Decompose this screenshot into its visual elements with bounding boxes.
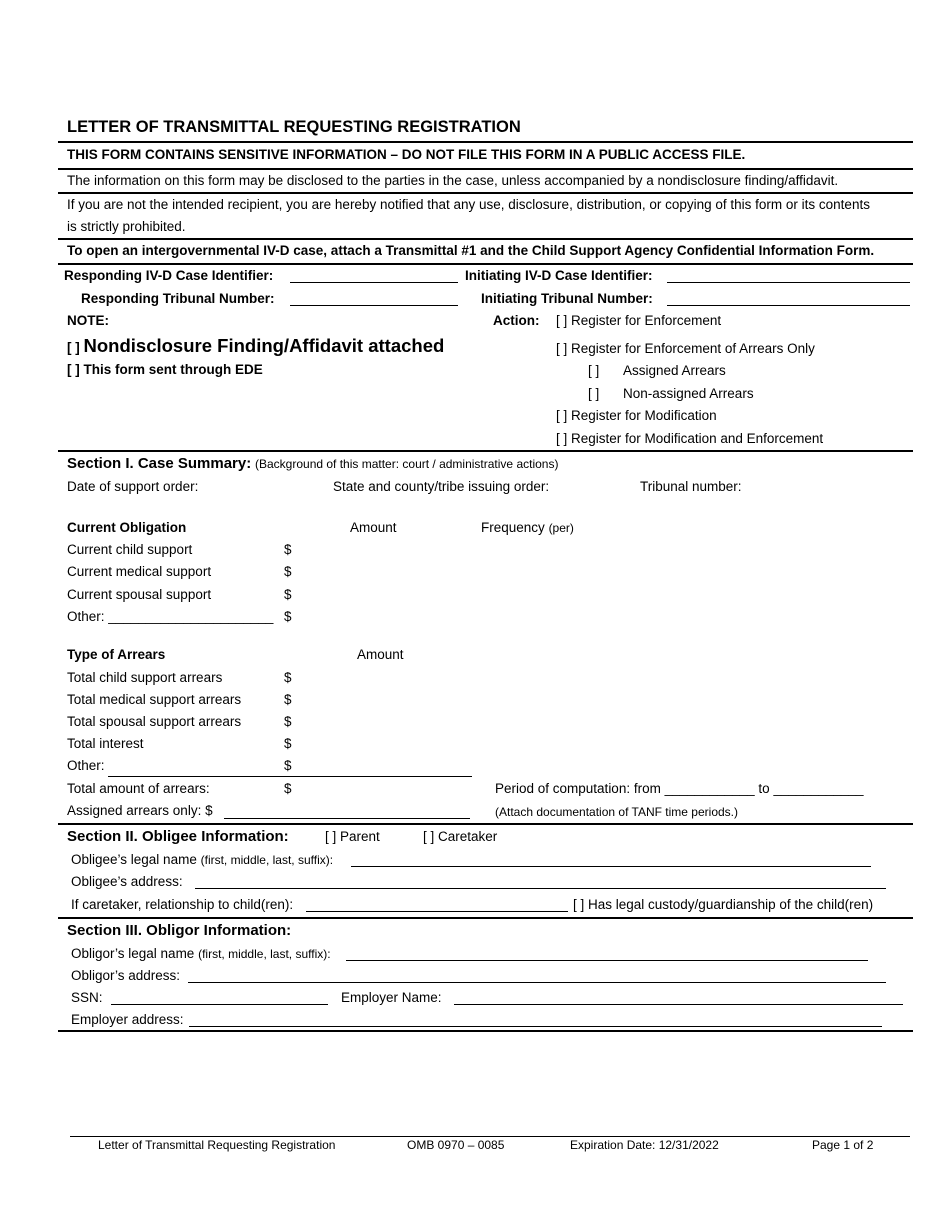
obligation-row-label: Current medical support (67, 564, 212, 579)
currency-symbol: $ (284, 736, 292, 751)
action-non-assigned-checkbox[interactable]: [ ] (588, 386, 600, 401)
currency-symbol: $ (284, 587, 292, 602)
employer-name-label: Employer Name: (341, 990, 442, 1005)
checkbox[interactable]: [ ] (67, 340, 80, 355)
action-assigned-label: Assigned Arrears (623, 363, 726, 378)
arrears-amount-header: Amount (357, 647, 404, 662)
obligor-name-label (71, 946, 331, 961)
obligee-name-hint: (first, middle, last, suffix): (200, 853, 334, 867)
disclosure-notice: The information on this form may be disclosed to the parties in the case, unless accompanied by a nondisclosure finding/affidavit. (67, 173, 839, 188)
obligation-row-label: Other: ______________________ (67, 609, 274, 624)
tanf-note: (Attach documentation of TANF time periods.) (495, 805, 738, 819)
ssn-label: SSN: (71, 990, 103, 1005)
currency-symbol: $ (284, 758, 292, 773)
footer-expiration: Expiration Date: 12/31/2022 (570, 1138, 719, 1152)
caretaker-relationship-field[interactable] (306, 911, 568, 912)
arrears-row-label: Total spousal support arrears (67, 714, 242, 729)
currency-symbol: $ (284, 564, 292, 579)
ssn-field[interactable] (111, 1004, 328, 1005)
frequency-label: Frequency (481, 520, 545, 535)
action-label: Action: (493, 313, 540, 328)
obligor-address-field[interactable] (188, 982, 886, 983)
sensitive-notice: THIS FORM CONTAINS SENSITIVE INFORMATION – DO NOT FILE THIS FORM IN A PUBLIC ACCESS FILE. (67, 147, 746, 162)
divider (58, 917, 913, 919)
checkbox[interactable]: [ ] (556, 431, 568, 446)
obligee-name-label (71, 852, 333, 867)
arrears-row-label: Total interest (67, 736, 144, 751)
arrears-header: Type of Arrears (67, 647, 166, 662)
obligee-address-field[interactable] (195, 888, 886, 889)
currency-symbol: $ (284, 609, 292, 624)
form-title: LETTER OF TRANSMITTAL REQUESTING REGISTRATION (67, 118, 521, 136)
responding-case-label: Responding IV-D Case Identifier: (64, 268, 274, 283)
note-label: NOTE: (67, 313, 109, 328)
caretaker-relationship-label: If caretaker, relationship to child(ren): (71, 897, 294, 912)
initiating-case-field[interactable] (667, 282, 910, 283)
checkbox[interactable]: [ ] (556, 408, 568, 423)
initiating-case-label: Initiating IV-D Case Identifier: (465, 268, 653, 283)
currency-symbol: $ (284, 692, 292, 707)
section3-title: Section III. Obligor Information: (67, 922, 292, 939)
obligation-header: Current Obligation (67, 520, 187, 535)
obligor-name-text: Obligor’s legal name (71, 946, 195, 961)
action-assigned-checkbox[interactable]: [ ] (588, 363, 600, 378)
section1-subtitle: (Background of this matter: court / administrative actions) (255, 457, 559, 471)
obligor-name-hint: (first, middle, last, suffix): (198, 947, 331, 961)
recipient-notice-line1: If you are not the intended recipient, you are hereby notified that any use, disclosure, distribution, or copying of this form or its contents (67, 197, 870, 212)
arrears-row-label: Total medical support arrears (67, 692, 242, 707)
action-modification[interactable] (556, 408, 717, 423)
currency-symbol: $ (284, 670, 292, 685)
divider (58, 450, 913, 452)
responding-case-field[interactable] (290, 282, 458, 283)
employer-name-field[interactable] (454, 1004, 903, 1005)
responding-tribunal-label: Responding Tribunal Number: (81, 291, 275, 306)
footer-omb: OMB 0970 – 0085 (407, 1138, 505, 1152)
checkbox[interactable]: [ ] (556, 341, 568, 356)
action-arrears-only-label: Register for Enforcement of Arrears Only (571, 341, 815, 356)
initiating-tribunal-label: Initiating Tribunal Number: (481, 291, 653, 306)
action-enforcement[interactable] (556, 313, 721, 328)
arrears-sum-line (108, 776, 472, 777)
divider (58, 823, 913, 825)
nondisclosure-option[interactable] (67, 335, 444, 357)
ede-label: This form sent through EDE (83, 362, 263, 377)
initiating-tribunal-field[interactable] (667, 305, 910, 306)
responding-tribunal-field[interactable] (290, 305, 458, 306)
currency-symbol: $ (284, 542, 292, 557)
action-modification-label: Register for Modification (571, 408, 717, 423)
section2-title: Section II. Obligee Information: (67, 828, 289, 845)
nondisclosure-label: Nondisclosure Finding/Affidavit attached (83, 335, 445, 356)
checkbox[interactable]: [ ] (556, 313, 568, 328)
divider (58, 192, 913, 194)
caretaker-checkbox[interactable]: [ ] Caretaker (423, 829, 498, 844)
currency-symbol: $ (284, 781, 292, 796)
assigned-arrears-field[interactable] (224, 818, 470, 819)
parent-checkbox[interactable]: [ ] Parent (325, 829, 380, 844)
arrears-row-label: Other: (67, 758, 105, 773)
action-mod-enforcement-label: Register for Modification and Enforcement (571, 431, 824, 446)
total-arrears-label: Total amount of arrears: (67, 781, 210, 796)
section1-title: Section I. Case Summary: (67, 455, 252, 472)
date-of-order-label: Date of support order: (67, 479, 199, 494)
divider (58, 263, 913, 265)
obligor-name-field[interactable] (346, 960, 868, 961)
obligor-address-label: Obligor’s address: (71, 968, 181, 983)
frequency-header (481, 520, 574, 535)
period-of-computation[interactable]: Period of computation: from ____________ to ____________ (495, 781, 864, 796)
footer-rule (70, 1136, 910, 1137)
employer-address-field[interactable] (189, 1026, 882, 1027)
obligation-amount-header: Amount (350, 520, 397, 535)
obligee-name-text: Obligee’s legal name (71, 852, 197, 867)
assigned-arrears-label: Assigned arrears only: $ (67, 803, 213, 818)
action-arrears-only[interactable] (556, 341, 815, 356)
section1-heading (67, 455, 558, 472)
arrears-row-label: Total child support arrears (67, 670, 223, 685)
obligation-row-label: Current child support (67, 542, 193, 557)
open-case-notice: To open an intergovernmental IV-D case, attach a Transmittal #1 and the Child Support Agency Confidential Information Form. (67, 243, 875, 258)
frequency-per: (per) (548, 521, 574, 535)
checkbox[interactable]: [ ] (67, 362, 80, 377)
obligee-address-label: Obligee’s address: (71, 874, 183, 889)
employer-address-label: Employer address: (71, 1012, 184, 1027)
obligee-name-field[interactable] (351, 866, 871, 867)
obligation-row-label: Current spousal support (67, 587, 212, 602)
divider (58, 168, 913, 170)
footer-form-name: Letter of Transmittal Requesting Registration (98, 1138, 336, 1152)
divider (58, 141, 913, 143)
action-mod-enforcement[interactable] (556, 431, 823, 446)
tribunal-number-label: Tribunal number: (640, 479, 742, 494)
divider (58, 238, 913, 240)
legal-custody-checkbox[interactable]: [ ] Has legal custody/guardianship of the child(ren) (573, 897, 874, 912)
divider (58, 1030, 913, 1032)
state-issuing-label: State and county/tribe issuing order: (333, 479, 550, 494)
footer-page: Page 1 of 2 (812, 1138, 874, 1152)
recipient-notice-line2: is strictly prohibited. (67, 219, 186, 234)
action-non-assigned-label: Non-assigned Arrears (623, 386, 754, 401)
currency-symbol: $ (284, 714, 292, 729)
ede-option[interactable] (67, 362, 263, 377)
action-enforcement-label: Register for Enforcement (571, 313, 722, 328)
